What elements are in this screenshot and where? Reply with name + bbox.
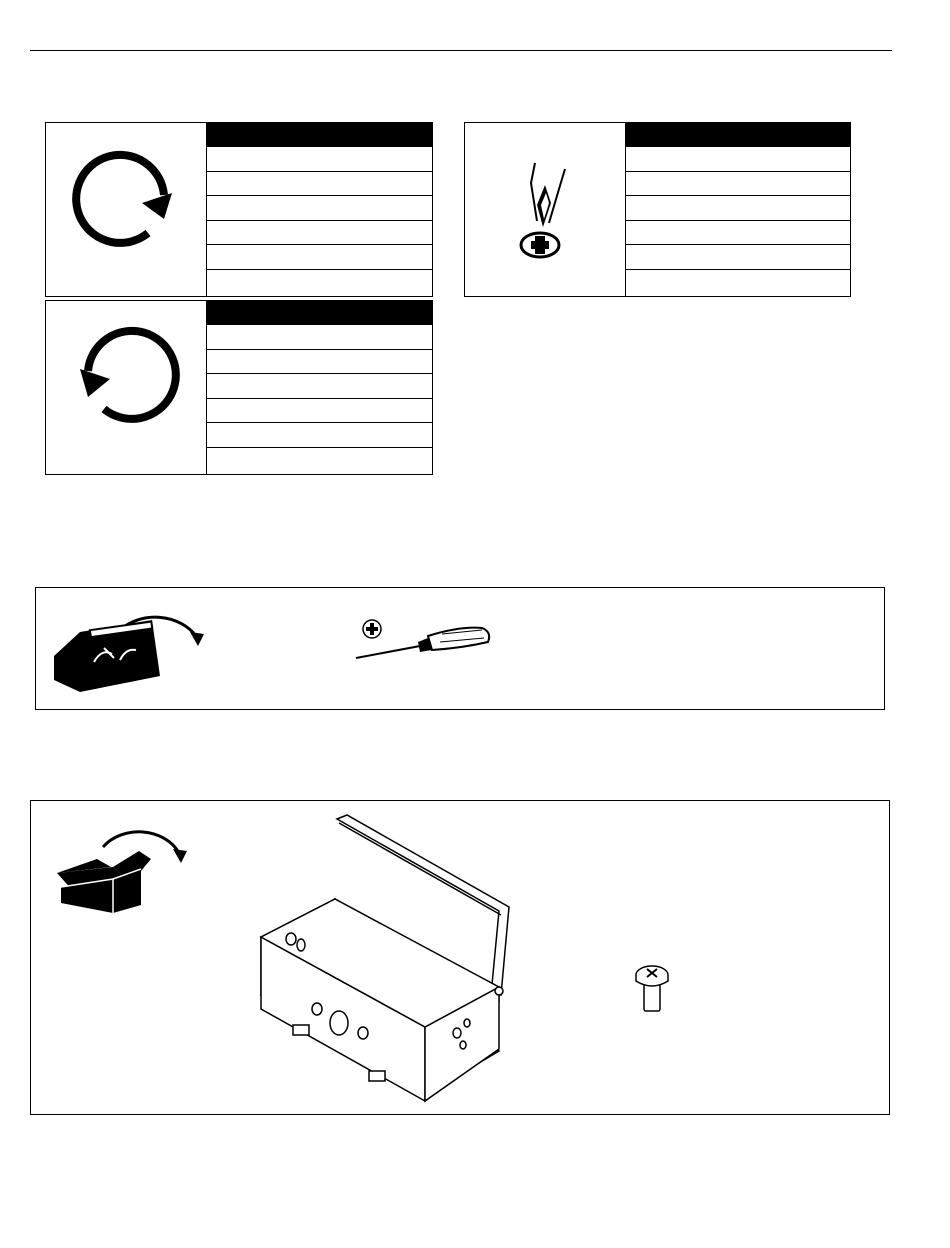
table-row [206,146,432,171]
table-row [625,269,850,294]
icon-cell [465,123,626,296]
clockwise-arrow-icon [46,123,206,296]
icon-cell [46,301,207,474]
table-row [206,447,432,472]
table-row [625,220,850,245]
table-heading [206,123,432,146]
torque-table-screwdriver [464,122,851,297]
torque-table-clockwise [45,122,433,297]
table-row [206,195,432,220]
torque-rows [206,301,432,474]
header-rule [30,50,892,51]
toolbox-icon [50,596,210,701]
table-row [206,373,432,398]
tools-required-panel [35,587,885,710]
icon-cell [46,123,207,296]
open-box-icon [41,809,191,919]
table-row [625,244,850,269]
table-row [206,220,432,245]
table-row [625,146,850,171]
table-row [206,398,432,423]
table-row [206,324,432,349]
mounting-box-with-lid [247,811,537,1106]
table-row [206,171,432,196]
table-heading [206,301,432,324]
table-row [206,244,432,269]
parts-included-panel [30,800,890,1115]
screwdriver-phillips-icon [465,123,625,296]
table-row [206,349,432,374]
table-row [625,171,850,196]
pan-head-screw-icon [627,961,677,1017]
torque-rows [206,123,432,296]
counterclockwise-arrow-icon [46,301,206,474]
table-row [206,269,432,294]
table-heading [625,123,850,146]
phillips-screwdriver-icon [350,616,510,666]
torque-table-counterclockwise [45,300,433,475]
torque-rows [625,123,850,296]
table-row [206,422,432,447]
table-row [625,195,850,220]
